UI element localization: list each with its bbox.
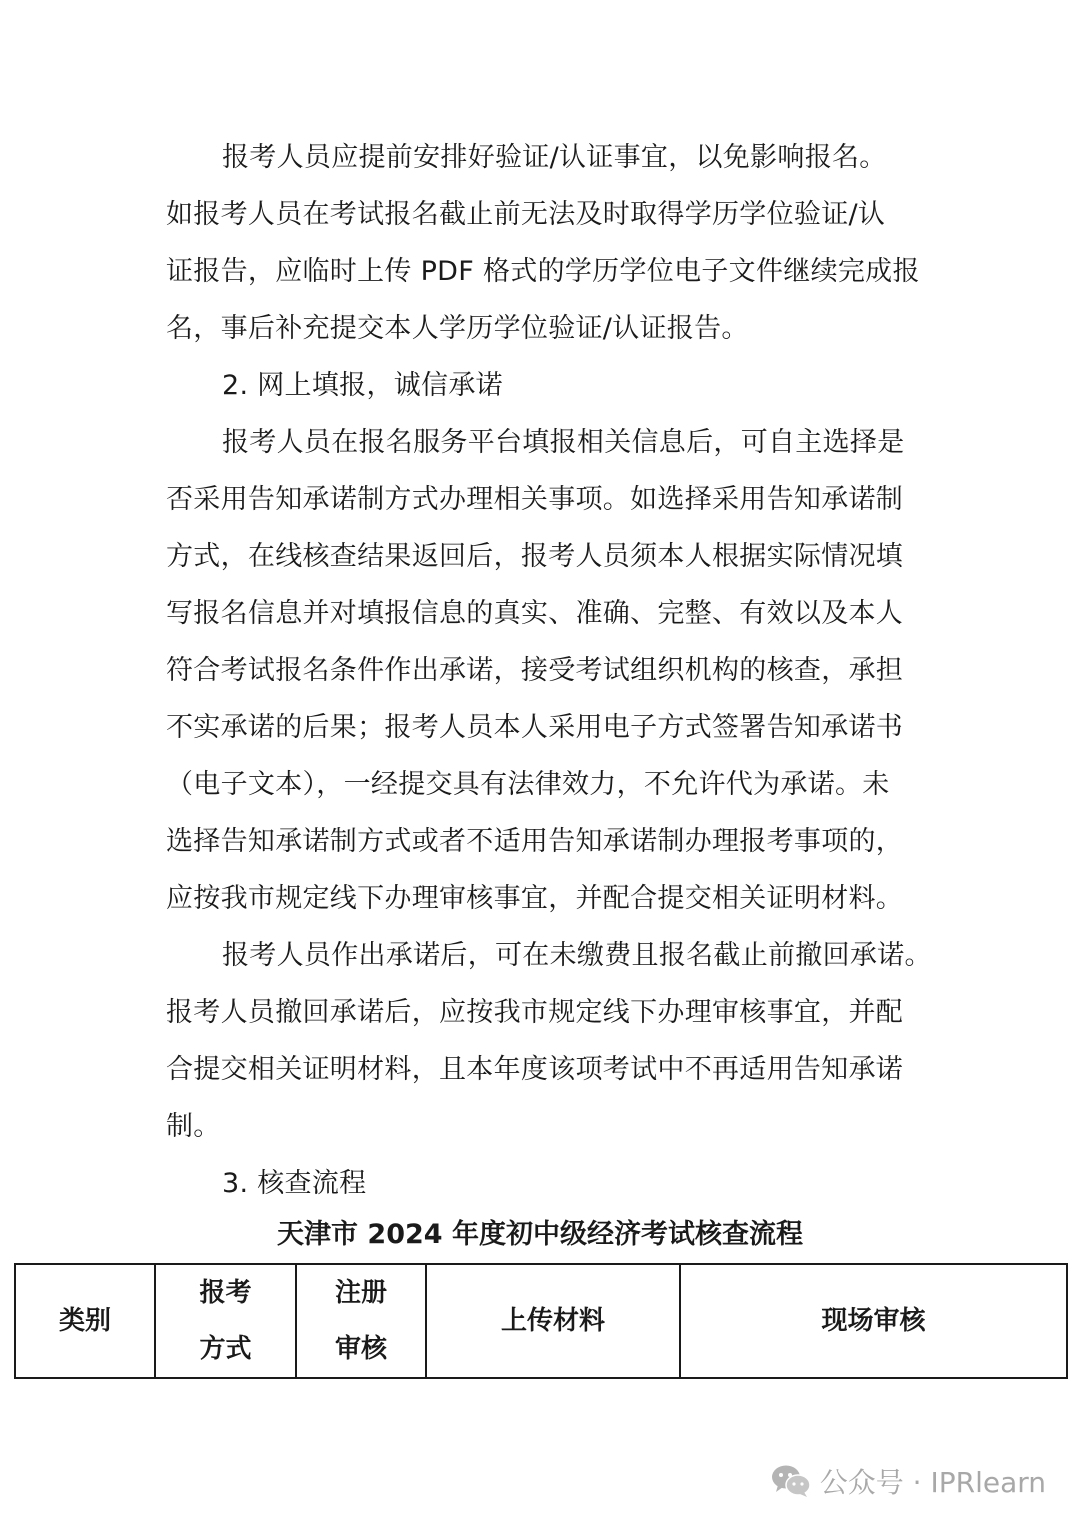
header-onsite <box>680 1264 1067 1378</box>
header-register-review <box>296 1264 426 1378</box>
paragraph-line: 制。 <box>166 1111 221 1142</box>
paragraph-line: 报考人员作出承诺后，可在未缴费且报名截止前撤回承诺。 <box>222 940 932 971</box>
header-upload-label: 上传材料 <box>500 1306 605 1336</box>
paragraph-line: 符合考试报名条件作出承诺，接受考试组织机构的核查，承担 <box>166 655 904 686</box>
header-apply-method-line1: 报考 <box>199 1278 252 1308</box>
section-heading: 3. 核查流程 <box>222 1168 367 1199</box>
paragraph-line: 应按我市规定线下办理审核事宜，并配合提交相关证明材料。 <box>166 883 904 914</box>
wechat-icon <box>770 1463 812 1499</box>
paragraph-line: 如报考人员在考试报名截止前无法及时取得学历学位验证/认 <box>166 199 886 230</box>
header-register-review-line1: 注册 <box>334 1278 387 1308</box>
header-upload <box>426 1264 680 1378</box>
header-category-label: 类别 <box>58 1306 111 1336</box>
paragraph-line: 报考人员撤回承诺后，应按我市规定线下办理审核事宜，并配 <box>166 997 904 1028</box>
watermark-text: 公众号 · IPRlearn <box>819 1466 1046 1499</box>
paragraph-line: 报考人员在报名服务平台填报相关信息后，可自主选择是 <box>222 427 905 458</box>
header-onsite-label: 现场审核 <box>821 1306 926 1336</box>
paragraph-line: 选择告知承诺制方式或者不适用告知承诺制办理报考事项的， <box>166 826 904 857</box>
table-header-row <box>15 1264 1067 1378</box>
paragraph-line: 写报名信息并对填报信息的真实、准确、完整、有效以及本人 <box>166 598 904 629</box>
header-apply-method <box>155 1264 296 1378</box>
watermark <box>770 1461 1046 1501</box>
paragraph-line: 报考人员应提前安排好验证/认证事宜，以免影响报名。 <box>222 142 887 173</box>
header-apply-method-line2: 方式 <box>199 1334 252 1364</box>
section-heading: 2. 网上填报，诚信承诺 <box>222 370 503 401</box>
review-flow-table <box>14 1263 1068 1379</box>
paragraph-line: （电子文本），一经提交具有法律效力，不允许代为承诺。未 <box>166 769 890 800</box>
paragraph-line: 方式，在线核查结果返回后，报考人员须本人根据实际情况填 <box>166 541 904 572</box>
table-title: 天津市 2024 年度初中级经济考试核查流程 <box>277 1219 803 1250</box>
paragraph-line: 名，事后补充提交本人学历学位验证/认证报告。 <box>166 313 749 344</box>
header-category <box>15 1264 155 1378</box>
header-register-review-line2: 审核 <box>334 1334 387 1364</box>
paragraph-line: 不实承诺的后果；报考人员本人采用电子方式签署告知承诺书 <box>166 712 904 743</box>
paragraph-line: 合提交相关证明材料，且本年度该项考试中不再适用告知承诺 <box>166 1054 904 1085</box>
paragraph-line: 证报告，应临时上传 PDF 格式的学历学位电子文件继续完成报 <box>166 256 920 287</box>
paragraph-line: 否采用告知承诺制方式办理相关事项。如选择采用告知承诺制 <box>166 484 904 515</box>
